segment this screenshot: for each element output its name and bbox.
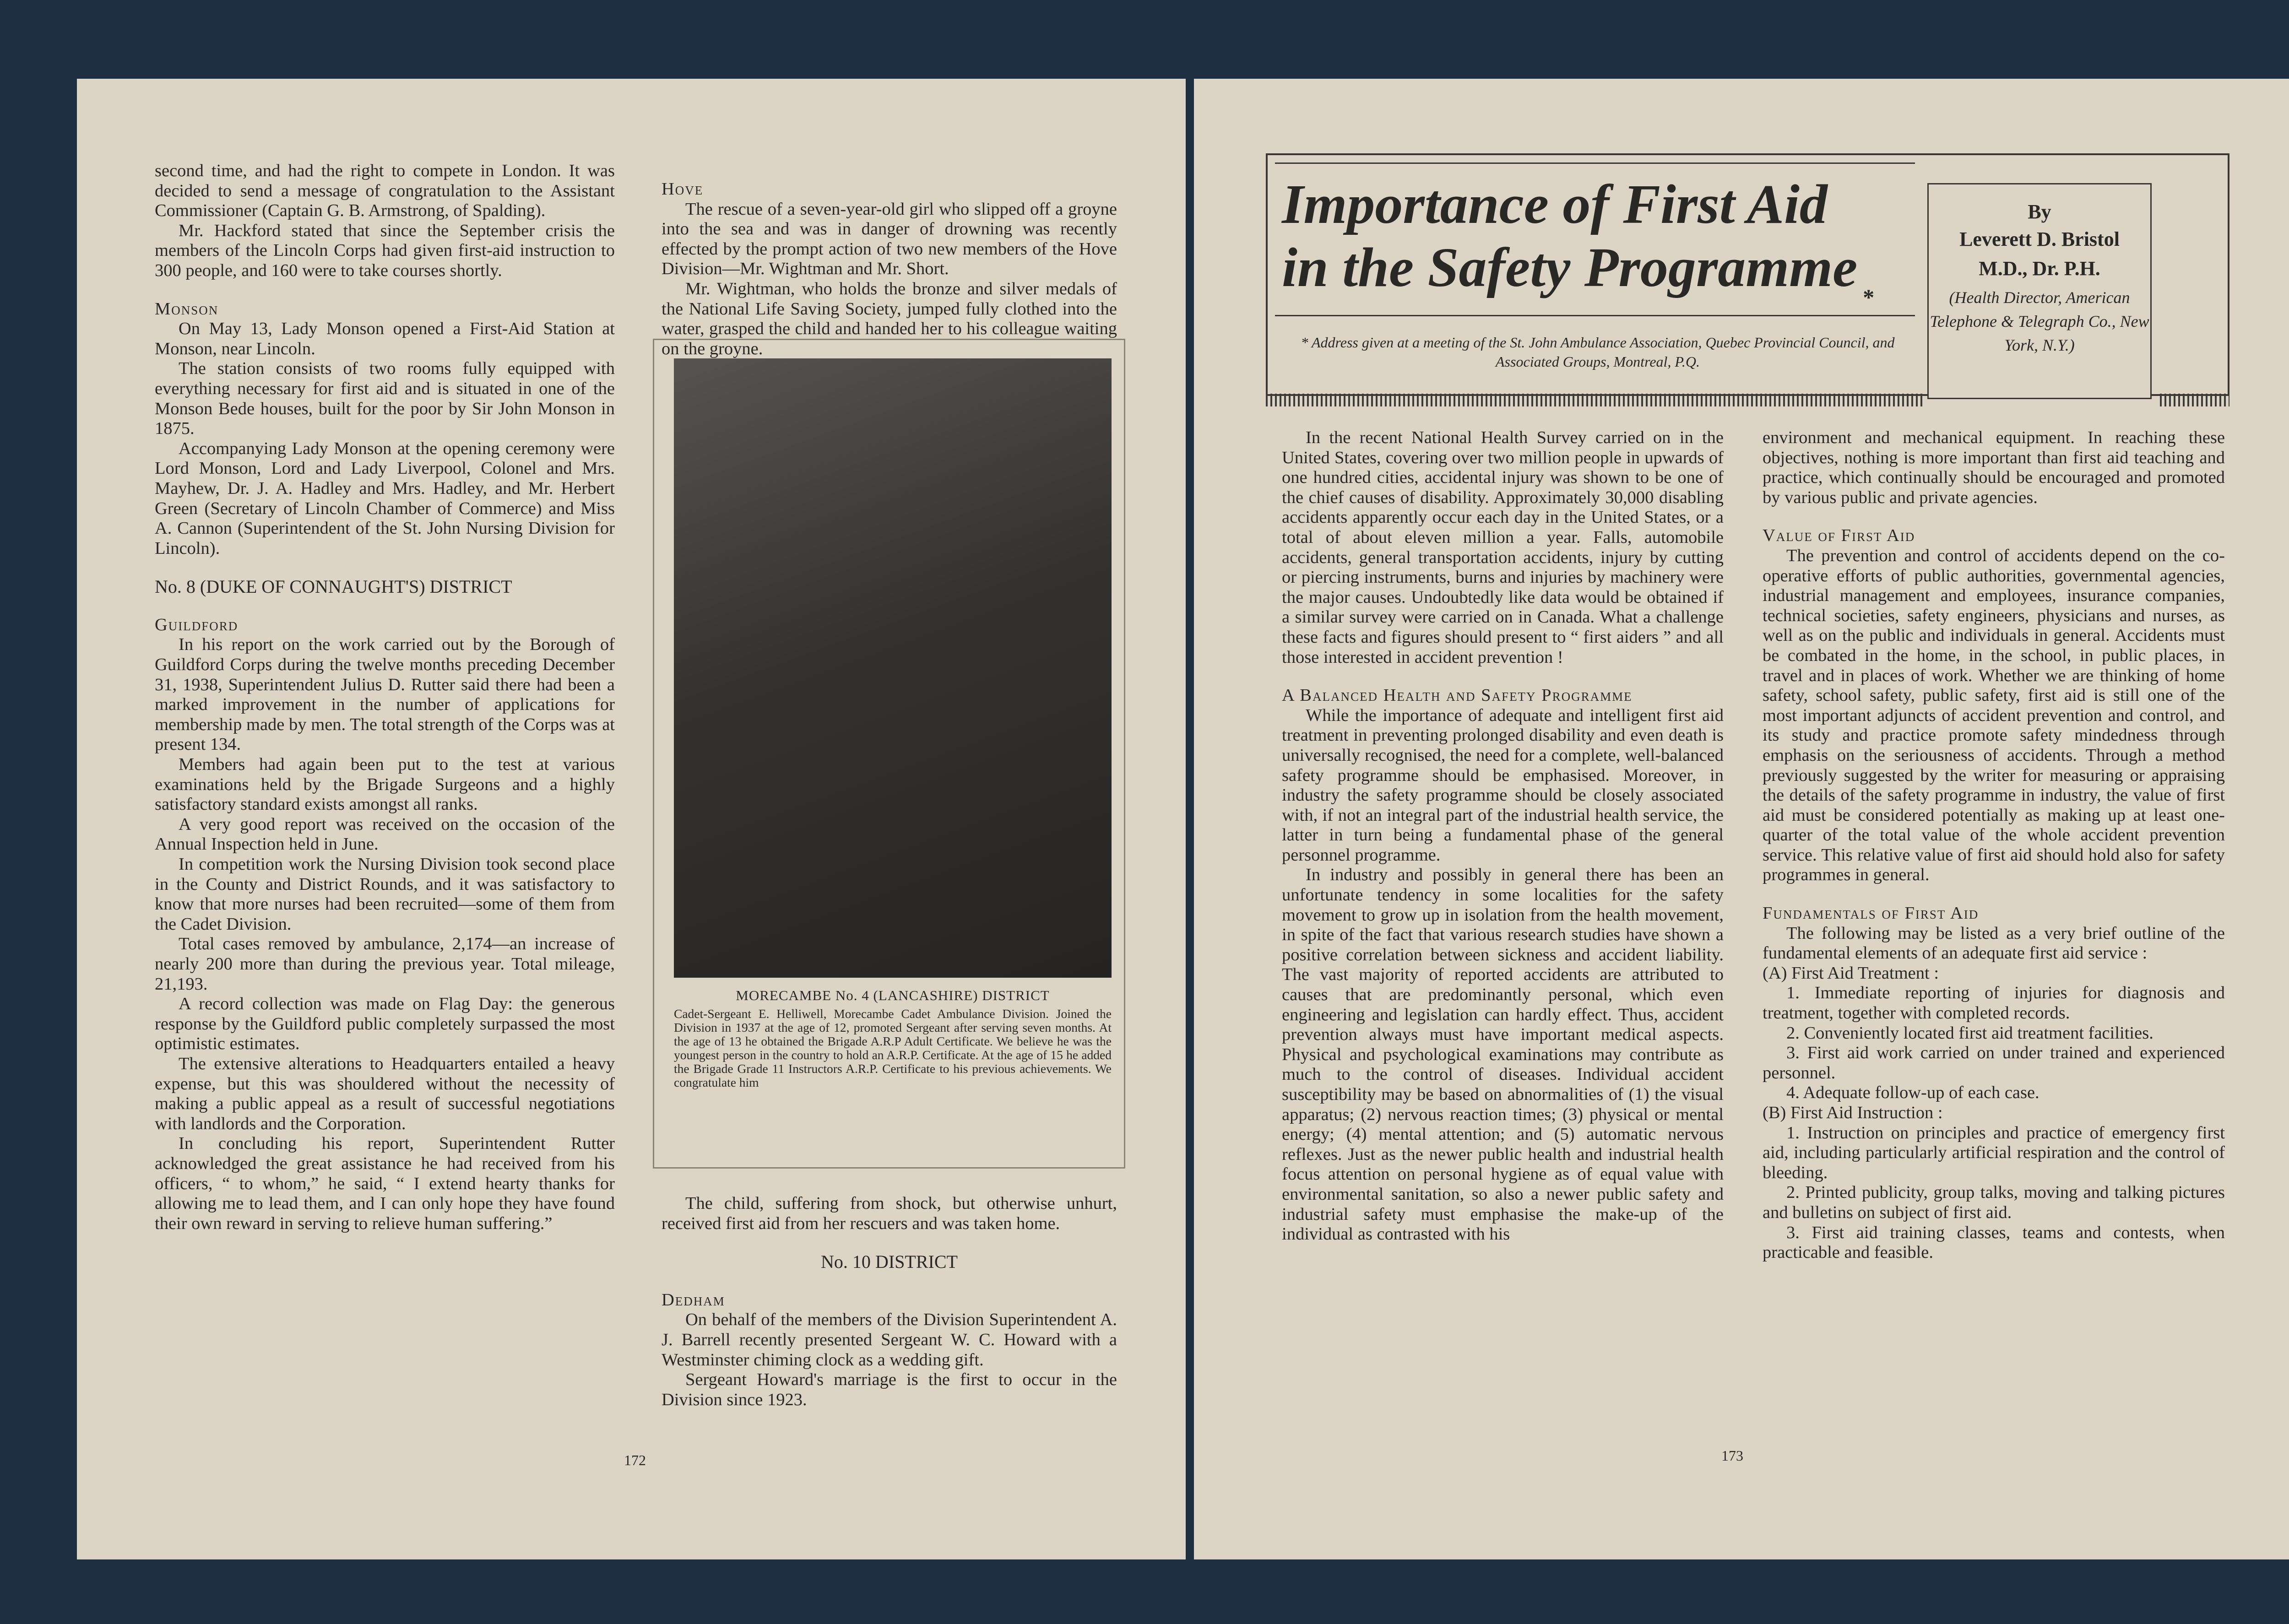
byline-box [1927,183,2152,399]
photo-caption-text: Cadet-Sergeant E. Helliwell, Morecambe Cadet Ambulance Division. Joined the Division in 1937 at the age of 12, promoted Sergeant after serving seven months. At the age of 13 he obtained the Brigade A.R.P Adult Certificate. We believe he was the youngest person in the country to hold an A.R.P. Certificate. At the age of 15 he added the Brigade Grade 11 Instructors A.R.P. Certificate to his previous achievements. We congratulate him [674,1007,1112,1089]
page-number-left: 172 [624,1452,646,1468]
section-heading: Dedham [662,1290,725,1310]
right-column-2 [1763,428,2225,1263]
page-number-right: 173 [1721,1447,1743,1464]
section-heading: Fundamentals of First Aid [1763,904,1979,923]
paragraph: 2. Printed publicity, group talks, moving and talking pictures and bulletins on subject of first aid. [1763,1183,2225,1222]
section-heading: Hove [662,179,704,199]
paragraph: The following may be listed as a very brief outline of the fundamental elements of an adequate first aid service : [1763,923,2225,963]
paragraph: The extensive alterations to Headquarters entailed a heavy expense, but this was shouldered without the necessity of making a public appeal as a result of successful negotiations with landlords and the Corporation. [155,1054,615,1133]
paragraph: In the recent National Health Survey carried on in the United States, covering over two million people in upwards of one hundred cities, accidental injury was shown to be one of the chief causes of disability. Approximately 30,000 disabling accidents apparently occur each day in the United States, or a total of about eleven million a year. Falls, automobile accidents, general transportation accidents, injury by cutting or piercing instruments, burns and injuries by machinery were the major causes. Undoubtedly like data would be obtained if a similar survey were carried on in Canada. What a challenge these facts and figures should present to “ first aiders ” and all those interested in accident prevention ! [1282,428,1724,667]
decorative-rule-right [2160,394,2229,406]
paragraph: Sergeant Howard's marriage is the first to occur in the Division since 1923. [662,1370,1117,1409]
left-column-2-top [662,161,1117,359]
right-column-1 [1282,428,1724,1245]
section-heading: Guildford [155,615,239,634]
author-affiliation: (Health Director, American Telephone & Telegraph Co., New York, N.Y.) [1930,288,2149,354]
district-heading: No. 8 (DUKE OF CONNAUGHT'S) DISTRICT [155,576,512,597]
author-degrees: M.D., Dr. P.H. [1979,257,2100,280]
paragraph: In his report on the work carried out by the Borough of Guildford Corps during the twelve months preceding December 31, 1938, Superintendent Julius D. Rutter said there had been a marked improvement in the number of applications for membership made by men. The total strength of the Corps was at present 134. [155,635,615,754]
photo-caption-title: MORECAMBE No. 4 (LANCASHIRE) DISTRICT [736,987,1050,1003]
paragraph: On May 13, Lady Monson opened a First-Aid Station at Monson, near Lincoln. [155,319,615,358]
article-title-line-2: in the Safety Programme [1282,237,1858,298]
paragraph: 2. Conveniently located first aid treatment facilities. [1786,1023,2153,1043]
photo-caption [674,989,1112,1089]
paragraph: (A) First Aid Treatment : [1763,963,1939,983]
paragraph: In concluding his report, Superintendent Rutter acknowledged the great assistance he had received from his officers, “ to whom,” he said, “ I extend hearty thanks for allowing me to lead them, and I can only hope they have found their own reward in serving to relieve human suffering.” [155,1134,615,1233]
paragraph: 3. First aid training classes, teams and contests, when practicable and feasible. [1763,1223,2225,1262]
paragraph: On behalf of the members of the Division Superintendent A. J. Barrell recently presented Sergeant W. C. Howard with a Westminster chiming clock as a wedding gift. [662,1310,1117,1370]
article-title [1282,173,1904,310]
paragraph: Members had again been put to the test at various examinations held by the Brigade Surgeons and a highly satisfactory standard exists amongst all ranks. [155,755,615,814]
byline-by: By [2028,200,2051,223]
district-heading: No. 10 DISTRICT [821,1251,958,1272]
paragraph: The prevention and control of accidents depend on the co-operative efforts of public authorities, governmental agencies, industrial management and employees, insurance companies, technical societies, safety engineers, physicians and nurses, as well as on the public and individuals in general. Accidents must be combated in the home, in the school, in public places, in travel and in places of work. Whether we are thinking of home safety, school safety, public safety, first aid is still one of the most important adjuncts of accident prevention and control, and its study and practice promote safety mindedness through emphasis on the seriousness of accidents. Through a method previously suggested by the writer for measuring or appraising the details of the safety programme in industry, the value of first aid must be considered potentially as making up at least one-quarter of the total value of the whole accident prevention service. This relative value of first aid should hold also for safety programmes in general. [1763,546,2225,885]
paragraph: 1. Instruction on principles and practice of emergency first aid, including particularly artificial respiration and the control of bleeding. [1763,1123,2225,1182]
paragraph: The station consists of two rooms fully equipped with everything necessary for first aid and is situated in one of the Monson Bede houses, built for the poor by Sir John Monson in 1875. [155,359,615,438]
cadet-photograph [674,358,1112,978]
paragraph: 1. Immediate reporting of injuries for diagnosis and treatment, together with completed records. [1763,983,2225,1023]
paragraph: A very good report was received on the occasion of the Annual Inspection held in June. [155,814,615,854]
paragraph: A record collection was made on Flag Day: the generous response by the Guildford public completely surpassed the most optimistic estimates. [155,994,615,1054]
paragraph: (B) First Aid Instruction : [1763,1103,1943,1122]
section-heading: Value of First Aid [1763,526,1915,546]
paragraph: In industry and possibly in general there has been an unfortunate tendency in some localities for the safety movement to grow up in isolation from the health movement, in spite of the fact that various research studies have shown a positive correlation between sickness and accident liability. The vast majority of reported accidents are attributed to causes that are predominantly personal, which even engineering and legislation can hardly effect. Thus, accident prevention always must have important medical aspects. Physical and psychological examinations may contribute as much to the control of diseases. Individual accident susceptibility may be based on abnormalities of (1) the visual apparatus; (2) nervous reaction times; (3) physical or mental energy; (4) mental attention; and (5) automatic nervous reflexes. Just as the newer public health and industrial health focus attention on personal hygiene as of equal value with environmental sanitation, so also a newer public safety and industrial safety must emphasise the make-up of the individual as contrasted with his [1282,865,1724,1244]
section-heading: A Balanced Health and Safety Programme [1282,686,1633,705]
paragraph: 3. First aid work carried on under trained and experienced personnel. [1763,1043,2225,1083]
left-column-2-bottom [662,1194,1117,1410]
paragraph: The rescue of a seven-year-old girl who slipped off a groyne into the sea and was in danger of drowning was recently effected by the prompt action of two new members of the Hove Division—Mr. Wightman and Mr. Short. [662,199,1117,279]
section-heading: Monson [155,299,219,319]
paragraph: The child, suffering from shock, but otherwise unhurt, received first aid from her rescuers and was taken home. [662,1194,1117,1233]
paragraph: Total cases removed by ambulance, 2,174—an increase of nearly 200 more than during the previous year. Total mileage, 21,193. [155,934,615,994]
paragraph: 4. Adequate follow-up of each case. [1786,1083,2039,1103]
article-title-line-1: Importance of First Aid [1282,173,1828,235]
title-footnote-marker: * [1863,284,1875,310]
paragraph: second time, and had the right to compete in London. It was decided to send a message of congratulation to the Assistant Commissioner (Captain G. B. Armstrong, of Spalding). [155,161,615,221]
paragraph: Accompanying Lady Monson at the opening ceremony were Lord Monson, Lord and Lady Liverpool, Colonel and Mrs. Mayhew, Dr. J. A. Hadley and Mrs. Hadley, and Mr. Herbert Green (Secretary of Lincoln Chamber of Commerce) and Miss A. Cannon (Superintendent of the St. John Nursing Division for Lincoln). [155,438,615,558]
paragraph: In competition work the Nursing Division took second place in the County and District Rounds, and it was satisfactory to know that more nurses had been recruited—some of them from the Cadet Division. [155,855,615,934]
paragraph: Mr. Hackford stated that since the September crisis the members of the Lincoln Corps had given first-aid instruction to 300 people, and 160 were to take courses shortly. [155,221,615,280]
paragraph: Mr. Wightman, who holds the bronze and silver medals of the National Life Saving Society, jumped fully clothed into the water, grasped the child and handed her to his colleague waiting on the groyne. [662,279,1117,358]
paragraph: While the importance of adequate and intelligent first aid treatment in preventing prolonged disability and even death is universally recognised, the need for a complete, well-balanced safety programme should be emphasised. Moreover, in industry the safety programme should be closely associated with, if not an integral part of the industrial health service, the latter in turn being a fundamental phase of the general personnel programme. [1282,705,1724,865]
decorative-rule-left [1266,394,1925,406]
left-column-1 [155,161,615,1234]
author-name: Leverett D. Bristol [1959,228,2120,250]
title-footnote: * Address given at a meeting of the St. John Ambulance Association, Quebec Provincial Council, and Associated Groups, Montreal, P.Q. [1301,334,1895,370]
paragraph: environment and mechanical equipment. In reaching these objectives, nothing is more important than first aid teaching and practice, which continually should be encouraged and promoted by various public and private agencies. [1763,428,2225,507]
